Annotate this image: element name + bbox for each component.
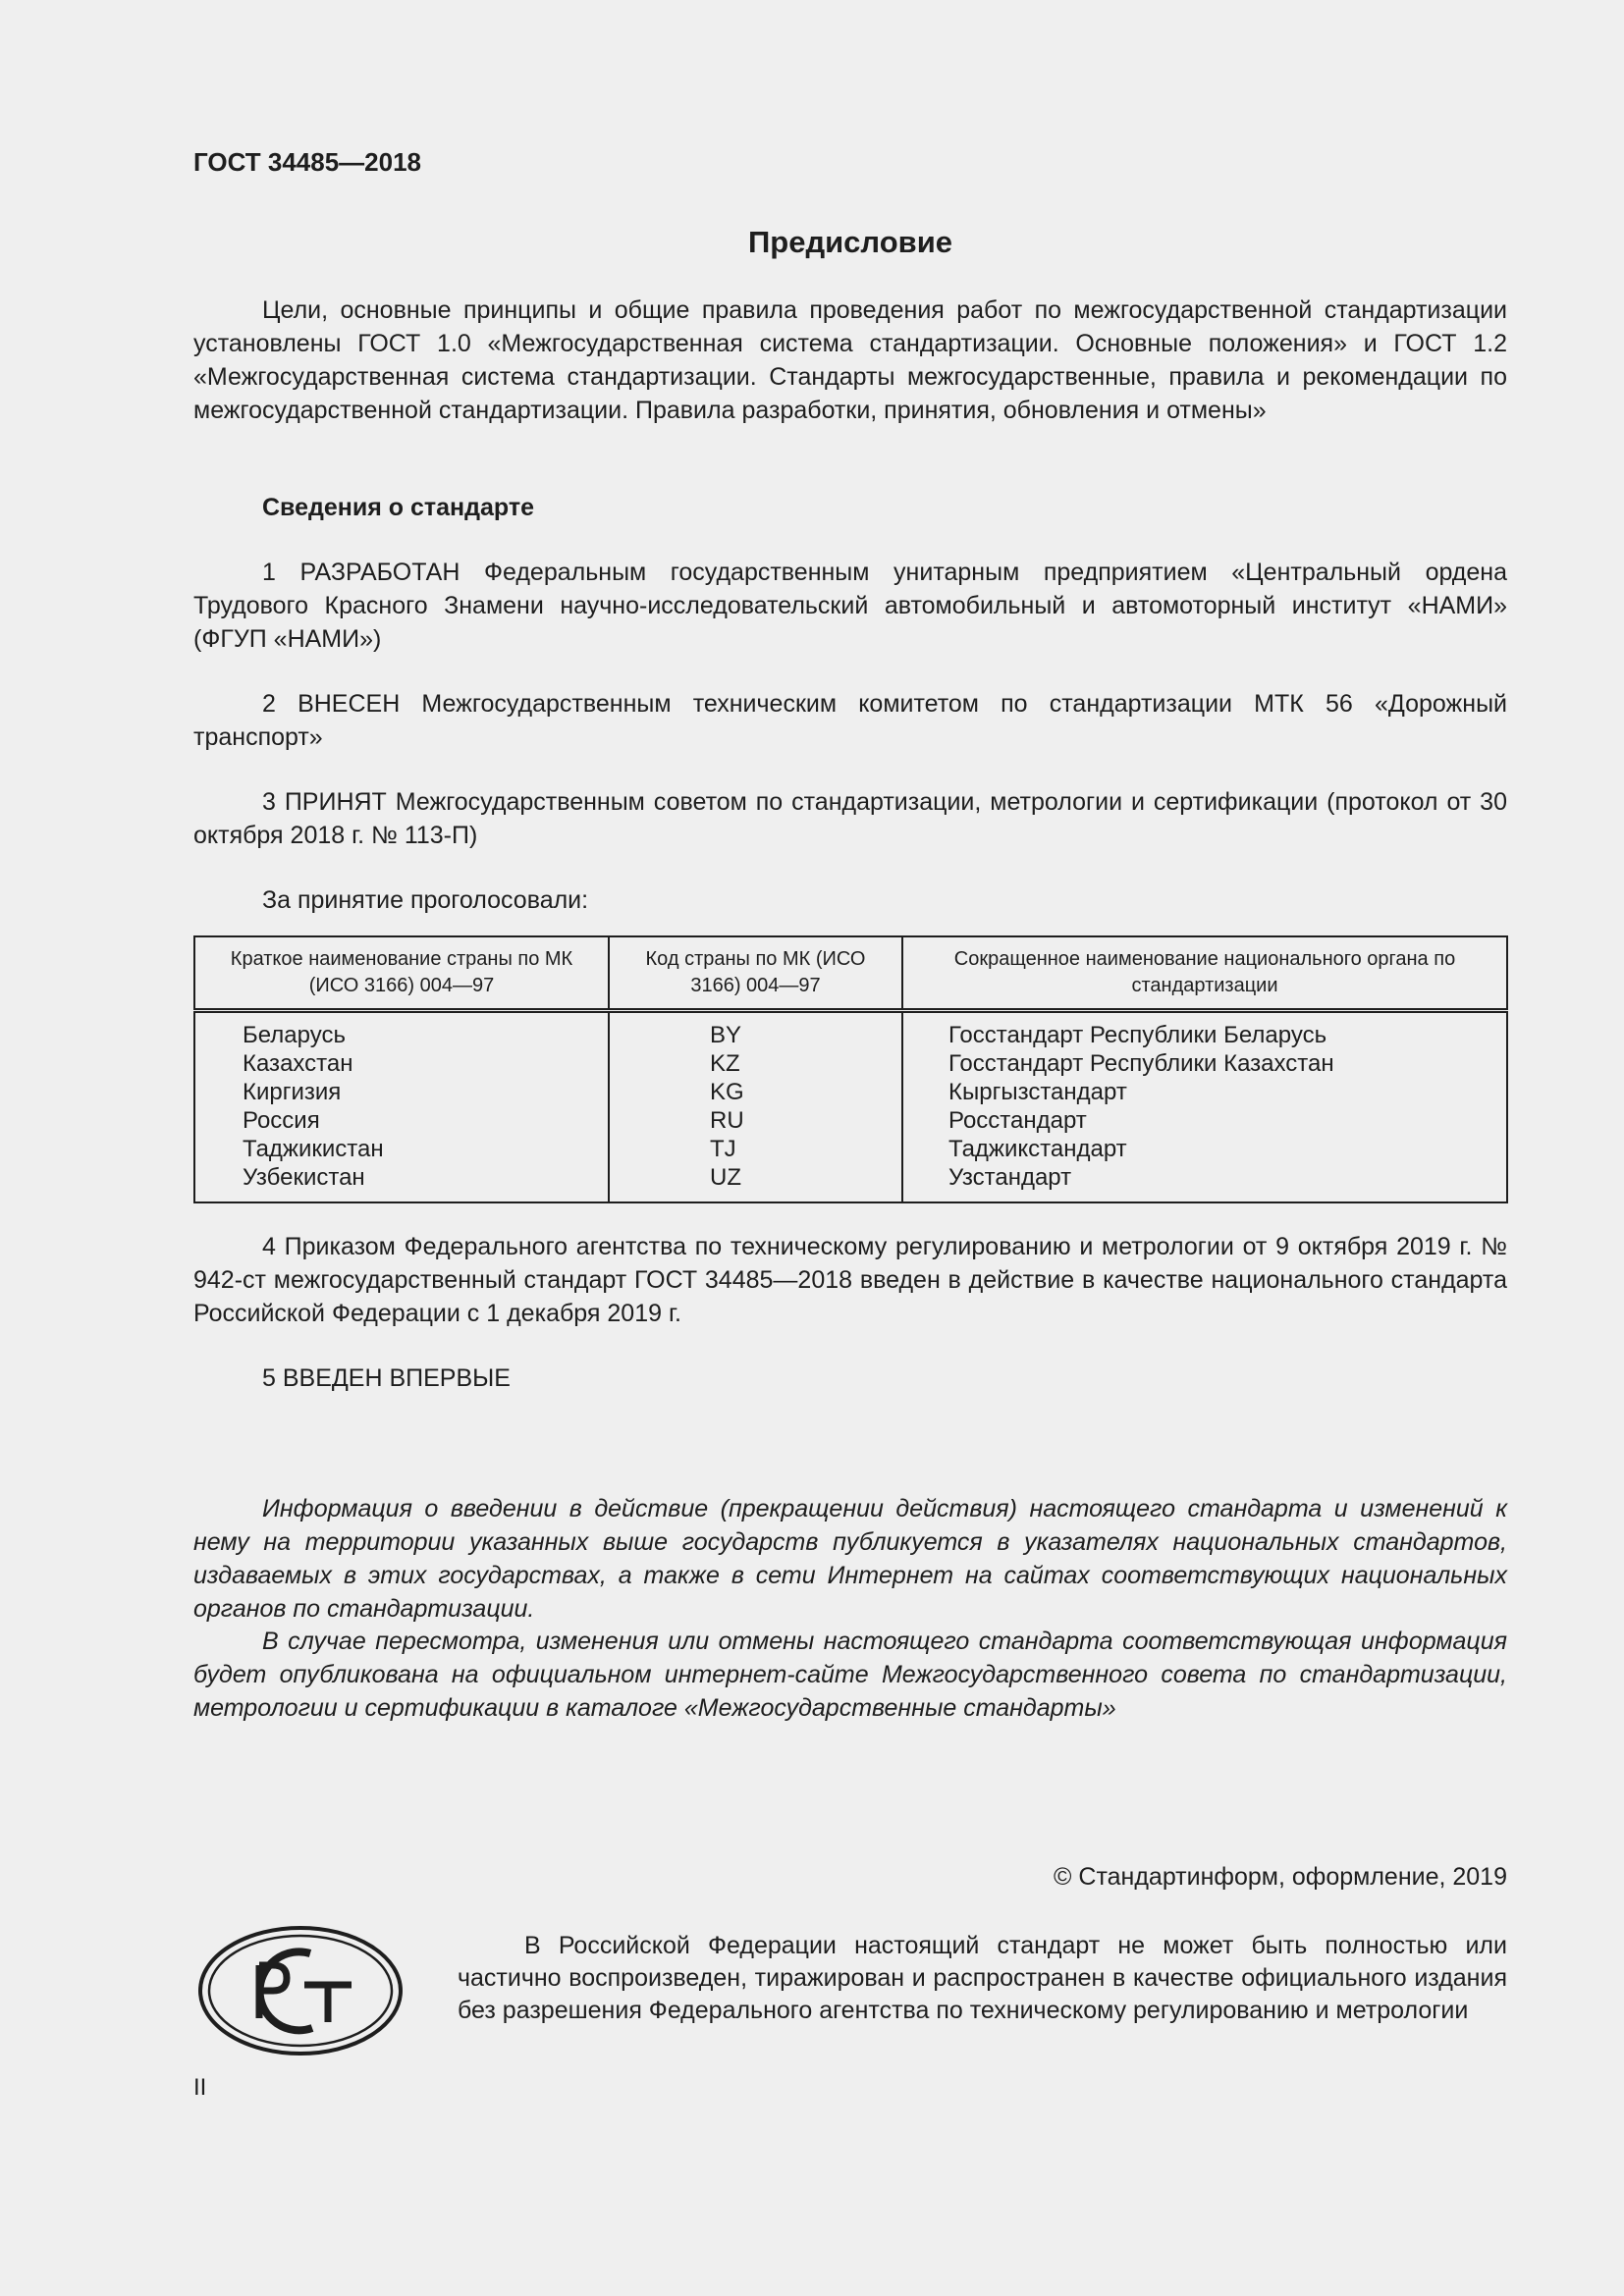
table-cell: Узстандарт — [948, 1164, 1072, 1191]
table-cell: Киргизия — [243, 1079, 342, 1105]
table-cell: Беларусь — [243, 1022, 346, 1048]
voting-table — [193, 935, 1508, 1203]
copyright-line: © Стандартинформ, оформление, 2019 — [1054, 1863, 1507, 1891]
rst-certification-mark-icon — [196, 1924, 405, 2057]
doc-id-header: ГОСТ 34485—2018 — [193, 147, 421, 177]
code-list — [609, 1011, 902, 1203]
info-paragraph-2: В случае пересмотра, изменения или отмены настоящего стандарта соответствующая информация будет опубликована на официальном интернет-сайте Межгосударственного совета по стандартизации, метрологии и сертификации в каталоге «Межгосударственные стандарты» — [193, 1628, 1507, 1722]
table-cell: KZ — [710, 1050, 740, 1077]
header-country-code: Код страны по МК (ИСО 3166) 004—97 — [609, 936, 902, 1011]
table-cell: Таджикистан — [243, 1136, 384, 1162]
table-cell: Казахстан — [243, 1050, 353, 1077]
table-cell: KG — [710, 1079, 744, 1105]
item-3-paragraph: 3 ПРИНЯТ Межгосударственным советом по стандартизации, метрологии и сертификации (протокол от 30 октября 2018 г. № 113-П) — [193, 788, 1507, 849]
table-cell: BY — [710, 1022, 742, 1048]
page-number: II — [193, 2074, 207, 2101]
table-header-row — [194, 936, 1507, 1011]
page-title: Предисловие — [747, 225, 952, 259]
header-national-organ: Сокращенное наименование национального органа по стандартизации — [902, 936, 1507, 1011]
table-cell: TJ — [710, 1136, 736, 1162]
table-cell: UZ — [710, 1164, 741, 1191]
table-cell: Кыргызстандарт — [948, 1079, 1127, 1105]
item-2-paragraph: 2 ВНЕСЕН Межгосударственным техническим комитетом по стандартизации МТК 56 «Дорожный транспорт» — [193, 690, 1507, 751]
table-cell: RU — [710, 1107, 744, 1134]
intro-paragraph: Цели, основные принципы и общие правила проведения работ по межгосударственной стандартизации установлены ГОСТ 1.0 «Межгосударственная система стандартизации. Основные положения» и ГОСТ 1.2 «Межгосударственная система стандартизации. Стандарты межгосударственные, правила и рекомендации по межгосударственной стандартизации. Правила разработки, принятия, обновления и отмены» — [193, 296, 1507, 424]
table-cell: Россия — [243, 1107, 320, 1134]
country-list — [194, 1011, 609, 1203]
section-heading: Сведения о стандарте — [262, 494, 535, 521]
header-country-name: Краткое наименование страны по МК (ИСО 3166) 004—97 — [194, 936, 609, 1011]
table-cell: Росстандарт — [948, 1107, 1087, 1134]
voted-label: За принятие проголосовали: — [262, 886, 589, 914]
item-5-paragraph: 5 ВВЕДЕН ВПЕРВЫЕ — [262, 1364, 511, 1392]
table-cell: Таджикстандарт — [948, 1136, 1127, 1162]
table-cell: Узбекистан — [243, 1164, 365, 1191]
table-cell: Госстандарт Республики Беларусь — [948, 1022, 1327, 1048]
table-cell: Госстандарт Республики Казахстан — [948, 1050, 1334, 1077]
organ-list — [902, 1011, 1507, 1203]
table-body-row — [194, 1011, 1507, 1203]
item-4-paragraph: 4 Приказом Федерального агентства по техническому регулированию и метрологии от 9 октября 2019 г. № 942-ст межгосударственный стандарт ГОСТ 34485—2018 введен в действие в качестве национального стандарта Российской Федерации с 1 декабря 2019 г. — [193, 1233, 1507, 1327]
info-paragraph-1: Информация о введении в действие (прекращении действия) настоящего стандарта и изменений к нему на территории указанных выше государств публикуется в указателях национальных стандартов, издаваемых в этих государствах, а также в сети Интернет на сайтах соответствующих национальных органов по стандартизации. — [193, 1495, 1507, 1623]
item-1-paragraph: 1 РАЗРАБОТАН Федеральным государственным унитарным предприятием «Центральный ордена Трудового Красного Знамени научно-исследовательский автомобильный и автомоторный институт «НАМИ» (ФГУП «НАМИ») — [193, 559, 1507, 653]
copyright-notice: В Российской Федерации настоящий стандарт не может быть полностью или частично воспроизведен, тиражирован и распространен в качестве официального издания без разрешения Федерального агентства по техническому регулированию и метрологии — [458, 1932, 1507, 2024]
